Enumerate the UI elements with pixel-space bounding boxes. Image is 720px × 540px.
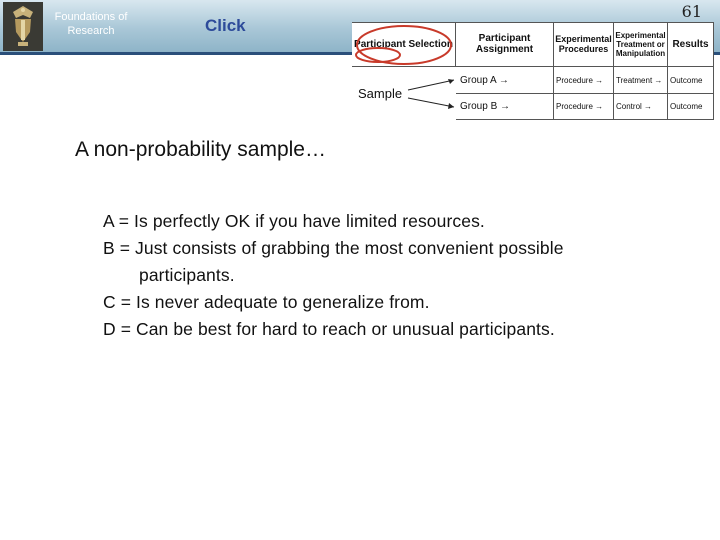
diagram-header-treatment: Experimental Treatment or Manipulation	[614, 22, 668, 67]
diagram-outcome-a: Outcome	[668, 67, 714, 94]
option-b: B = Just consists of grabbing the most convenient possible participants.	[103, 238, 564, 285]
diagram-sample-label: Sample	[358, 86, 403, 101]
diagram-overlay	[352, 22, 714, 120]
diagram-header-assignment: Participant Assignment	[456, 22, 554, 67]
research-design-diagram	[352, 22, 714, 120]
diagram-treatment-b: Control →	[614, 94, 668, 120]
diagram-group-b: Group B →	[456, 94, 554, 120]
answer-options	[103, 208, 663, 343]
diagram-procedure-b: Procedure →	[554, 94, 614, 120]
option-a: A = Is perfectly OK if you have limited resources.	[103, 211, 485, 231]
diagram-outcome-b: Outcome	[668, 94, 714, 120]
option-d: D = Can be best for hard to reach or unusual participants.	[103, 319, 555, 339]
diagram-header-procedures: Experimental Procedures	[554, 22, 614, 67]
diagram-header-results: Results	[668, 22, 714, 67]
question-text: A non-probability sample…	[75, 138, 326, 161]
click-label: Click	[205, 16, 246, 35]
diagram-treatment-a: Treatment →	[614, 67, 668, 94]
shield-logo	[3, 2, 43, 51]
course-title: Foundations of Research	[54, 11, 128, 37]
selection-highlight-oval	[357, 26, 451, 64]
diagram-group-a: Group A →	[456, 67, 554, 94]
option-c: C = Is never adequate to generalize from.	[103, 292, 430, 312]
diagram-header-selection: Participant Selection	[352, 22, 456, 67]
page-number: 61	[681, 2, 702, 21]
diagram-procedure-a: Procedure →	[554, 67, 614, 94]
